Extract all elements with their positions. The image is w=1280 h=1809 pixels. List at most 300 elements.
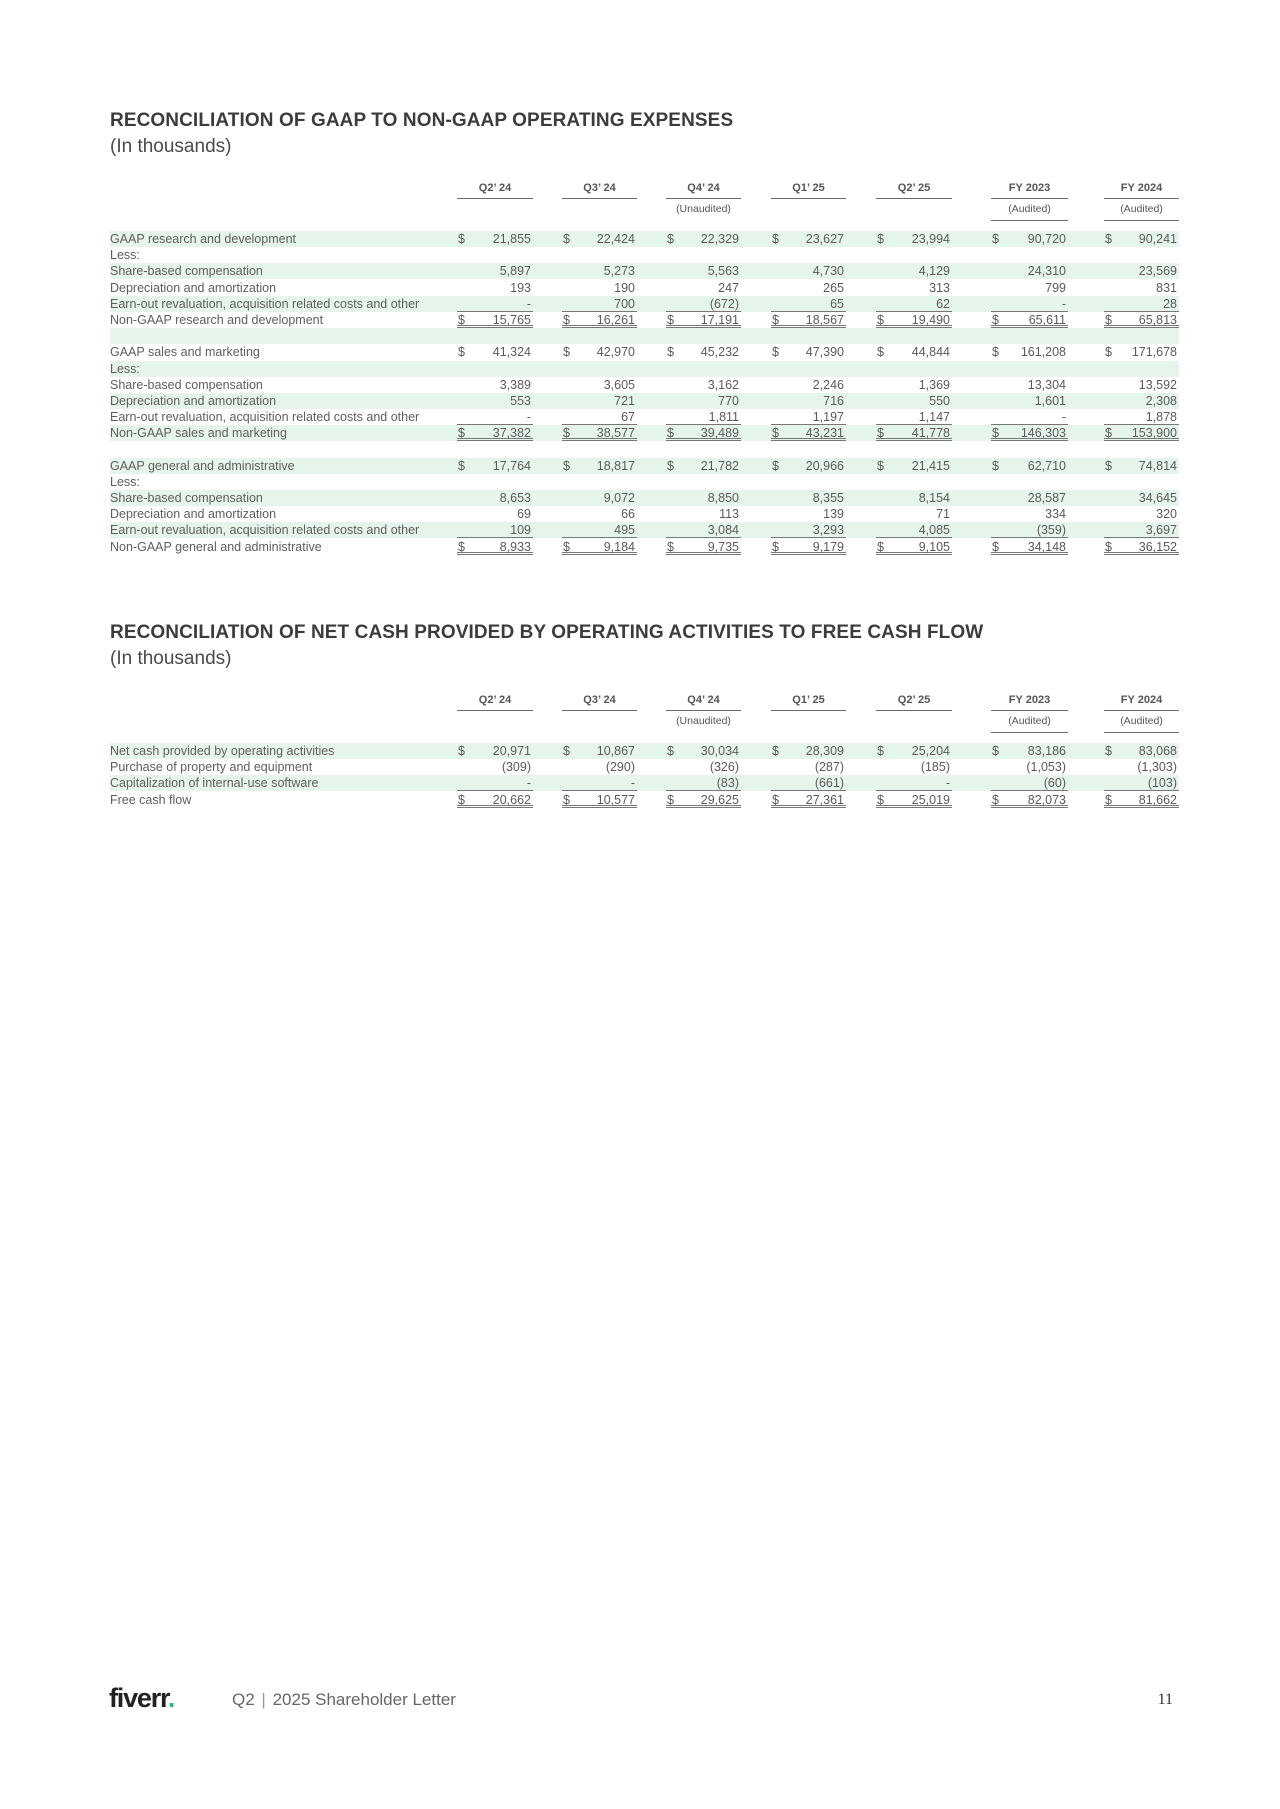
table-row bbox=[110, 775, 1177, 791]
currency-symbol: $ bbox=[992, 426, 999, 441]
value-cell bbox=[1104, 296, 1179, 312]
value-cell bbox=[771, 490, 846, 506]
column-note bbox=[457, 199, 533, 221]
column-label: Q2’ 25 bbox=[876, 689, 952, 711]
column-note: (Audited) bbox=[991, 711, 1068, 733]
cell-value: 8,933 bbox=[499, 539, 531, 554]
value-cell bbox=[1104, 425, 1179, 441]
value-cell bbox=[991, 490, 1068, 506]
value-cell bbox=[457, 231, 533, 247]
value-cell bbox=[876, 409, 952, 425]
column-note: (Unaudited) bbox=[676, 715, 731, 727]
cell-value: 19,490 bbox=[911, 312, 950, 327]
column-header bbox=[876, 177, 952, 221]
cell-value: 1,197 bbox=[812, 410, 844, 425]
value-cell bbox=[666, 296, 741, 312]
cell-value: 13,304 bbox=[1027, 377, 1066, 392]
cell-value: 30,034 bbox=[700, 744, 739, 758]
value-cell bbox=[771, 231, 846, 247]
cell-value: 66 bbox=[621, 507, 635, 522]
cell-value: 20,971 bbox=[492, 744, 531, 758]
value-cell bbox=[991, 522, 1068, 538]
value-cell bbox=[991, 775, 1068, 791]
cell-value: 1,601 bbox=[1034, 393, 1066, 408]
value-cell bbox=[1104, 539, 1179, 555]
value-cell bbox=[991, 743, 1068, 759]
cell-value: 25,019 bbox=[911, 792, 950, 807]
cell-value: 1,878 bbox=[1145, 410, 1177, 425]
value-cell bbox=[991, 377, 1068, 393]
currency-symbol: $ bbox=[877, 232, 884, 246]
value-cell bbox=[1104, 409, 1179, 425]
value-cell bbox=[666, 312, 741, 328]
cell-value: 9,072 bbox=[603, 491, 635, 505]
currency-symbol: $ bbox=[992, 744, 999, 758]
value-cell bbox=[1104, 377, 1179, 393]
table-row bbox=[110, 474, 1174, 490]
column-header bbox=[666, 177, 741, 221]
cell-value: 770 bbox=[718, 393, 739, 408]
cell-value: 10,867 bbox=[596, 744, 635, 758]
cell-value: 9,105 bbox=[918, 539, 950, 554]
cell-value: - bbox=[526, 410, 531, 425]
row-label: Purchase of property and equipment bbox=[110, 760, 313, 775]
column-note bbox=[876, 199, 952, 221]
currency-symbol: $ bbox=[992, 232, 999, 246]
cell-value: 9,179 bbox=[812, 539, 844, 554]
column-note bbox=[562, 199, 637, 221]
cell-value: 139 bbox=[823, 507, 844, 522]
value-cell bbox=[771, 425, 846, 441]
cell-value: 3,162 bbox=[707, 377, 739, 392]
cell-value: 83,186 bbox=[1027, 744, 1066, 758]
column-note: (Audited) bbox=[991, 199, 1068, 221]
value-cell bbox=[1104, 506, 1179, 522]
cell-value: (287) bbox=[814, 760, 844, 775]
row-shading bbox=[110, 328, 1179, 344]
cell-value: 71 bbox=[936, 507, 950, 522]
cell-value: 34,645 bbox=[1138, 491, 1177, 505]
column-header bbox=[771, 177, 846, 221]
row-label: GAAP sales and marketing bbox=[110, 345, 260, 360]
cell-value: 65 bbox=[830, 296, 844, 311]
value-cell bbox=[1104, 393, 1179, 409]
value-cell bbox=[666, 522, 741, 538]
value-cell bbox=[457, 344, 533, 360]
column-label: Q3’ 24 bbox=[562, 689, 637, 711]
currency-symbol: $ bbox=[667, 345, 674, 360]
currency-symbol: $ bbox=[667, 458, 674, 473]
cell-value: 721 bbox=[614, 393, 635, 408]
row-label: Share-based compensation bbox=[110, 264, 263, 279]
currency-symbol: $ bbox=[458, 345, 465, 360]
cell-value: 24,310 bbox=[1027, 264, 1066, 279]
value-cell bbox=[876, 775, 952, 791]
value-cell bbox=[562, 506, 637, 522]
cell-value: 28 bbox=[1163, 296, 1177, 311]
value-cell bbox=[1104, 775, 1179, 791]
value-cell bbox=[876, 231, 952, 247]
value-cell bbox=[562, 231, 637, 247]
cell-value: 16,261 bbox=[596, 312, 635, 327]
value-cell bbox=[457, 458, 533, 474]
value-cell bbox=[991, 263, 1068, 279]
value-cell bbox=[876, 344, 952, 360]
footer-separator: | bbox=[261, 1690, 266, 1709]
value-cell bbox=[666, 393, 741, 409]
currency-symbol: $ bbox=[877, 744, 884, 758]
cell-value: 81,662 bbox=[1138, 792, 1177, 807]
value-cell bbox=[771, 792, 846, 808]
cell-value: 83,068 bbox=[1138, 744, 1177, 758]
cell-value: 90,241 bbox=[1138, 232, 1177, 246]
cell-value: 5,563 bbox=[707, 264, 739, 279]
value-cell bbox=[991, 280, 1068, 296]
cell-value: - bbox=[1061, 410, 1066, 425]
table-row bbox=[110, 377, 1177, 393]
cell-value: 3,293 bbox=[812, 523, 844, 538]
value-cell bbox=[991, 344, 1068, 360]
value-cell bbox=[562, 312, 637, 328]
currency-symbol: $ bbox=[563, 792, 570, 807]
table-row bbox=[110, 344, 1177, 360]
value-cell bbox=[457, 522, 533, 538]
cell-value: 193 bbox=[510, 280, 531, 295]
value-cell bbox=[562, 263, 637, 279]
value-cell bbox=[666, 409, 741, 425]
value-cell bbox=[1104, 280, 1179, 296]
row-label: Capitalization of internal-use software bbox=[110, 776, 319, 791]
column-label: Q3’ 24 bbox=[562, 177, 637, 199]
value-cell bbox=[876, 506, 952, 522]
value-cell bbox=[991, 759, 1068, 775]
value-cell bbox=[876, 312, 952, 328]
cell-value: (60) bbox=[1043, 776, 1066, 791]
cell-value: 42,970 bbox=[596, 345, 635, 360]
row-label: Less: bbox=[110, 248, 140, 263]
value-cell bbox=[666, 775, 741, 791]
cell-value: 34,148 bbox=[1027, 539, 1066, 554]
table-row bbox=[110, 490, 1177, 506]
value-cell bbox=[1104, 759, 1179, 775]
value-cell bbox=[457, 312, 533, 328]
value-cell bbox=[991, 425, 1068, 441]
table-row bbox=[110, 247, 1174, 263]
cell-value: 10,577 bbox=[596, 792, 635, 807]
row-label: Net cash provided by operating activities bbox=[110, 744, 335, 758]
cell-value: 74,814 bbox=[1138, 458, 1177, 473]
cell-value: 9,735 bbox=[707, 539, 739, 554]
value-cell bbox=[562, 280, 637, 296]
value-cell bbox=[771, 296, 846, 312]
value-cell bbox=[771, 522, 846, 538]
cell-value: 3,389 bbox=[499, 377, 531, 392]
column-label: FY 2023 bbox=[991, 689, 1068, 711]
cell-value: (103) bbox=[1147, 776, 1177, 791]
cell-value: 334 bbox=[1045, 507, 1066, 522]
column-header bbox=[771, 689, 846, 733]
value-cell bbox=[457, 425, 533, 441]
cell-value: 8,653 bbox=[499, 491, 531, 505]
cell-value: 20,662 bbox=[492, 792, 531, 807]
cell-value: 2,246 bbox=[812, 377, 844, 392]
cell-value: 23,569 bbox=[1138, 264, 1177, 279]
cell-value: 153,900 bbox=[1131, 426, 1177, 441]
row-label: Share-based compensation bbox=[110, 491, 263, 505]
table-row bbox=[110, 361, 1174, 377]
row-label: Depreciation and amortization bbox=[110, 393, 277, 408]
value-cell bbox=[771, 377, 846, 393]
currency-symbol: $ bbox=[458, 744, 465, 758]
value-cell bbox=[562, 759, 637, 775]
cell-value: 21,782 bbox=[700, 458, 739, 473]
section-1-title: RECONCILIATION OF GAAP TO NON-GAAP OPERATING EXPENSES bbox=[110, 110, 734, 131]
value-cell bbox=[876, 377, 952, 393]
cell-value: 17,764 bbox=[492, 458, 531, 473]
value-cell bbox=[876, 280, 952, 296]
cell-value: 190 bbox=[614, 280, 635, 295]
cell-value: 5,273 bbox=[603, 264, 635, 279]
cell-value: 1,147 bbox=[918, 410, 950, 425]
value-cell bbox=[1104, 743, 1179, 759]
currency-symbol: $ bbox=[877, 426, 884, 441]
table-row bbox=[110, 280, 1177, 296]
cell-value: 21,415 bbox=[911, 458, 950, 473]
cell-value: 69 bbox=[517, 507, 531, 522]
logo-wordmark: fiverr bbox=[109, 1683, 168, 1713]
cell-value: 65,813 bbox=[1138, 312, 1177, 327]
cell-value: 38,577 bbox=[596, 426, 635, 441]
value-cell bbox=[1104, 490, 1179, 506]
cell-value: 17,191 bbox=[700, 312, 739, 327]
cell-value: 13,592 bbox=[1138, 377, 1177, 392]
cell-value: 313 bbox=[929, 280, 950, 295]
cell-value: 171,678 bbox=[1131, 345, 1177, 360]
table-row bbox=[110, 312, 1177, 328]
cell-value: 799 bbox=[1045, 280, 1066, 295]
value-cell bbox=[457, 490, 533, 506]
cell-value: (1,303) bbox=[1137, 760, 1177, 775]
footer-letter-title bbox=[232, 1690, 456, 1710]
value-cell bbox=[876, 759, 952, 775]
currency-symbol: $ bbox=[772, 232, 779, 246]
cell-value: 146,303 bbox=[1020, 426, 1066, 441]
value-cell bbox=[991, 393, 1068, 409]
cell-value: 716 bbox=[823, 393, 844, 408]
cell-value: 265 bbox=[823, 280, 844, 295]
row-label: Non-GAAP general and administrative bbox=[110, 539, 322, 554]
value-cell bbox=[771, 506, 846, 522]
cell-value: 28,309 bbox=[805, 744, 844, 758]
currency-symbol: $ bbox=[667, 426, 674, 441]
column-note: (Audited) bbox=[1104, 199, 1179, 221]
currency-symbol: $ bbox=[992, 312, 999, 327]
value-cell bbox=[876, 490, 952, 506]
table-header bbox=[110, 177, 1174, 221]
value-cell bbox=[876, 425, 952, 441]
currency-symbol: $ bbox=[563, 744, 570, 758]
cell-value: 28,587 bbox=[1027, 491, 1066, 505]
currency-symbol: $ bbox=[992, 792, 999, 807]
cell-value: (83) bbox=[716, 776, 739, 791]
cell-value: 29,625 bbox=[700, 792, 739, 807]
column-label: Q2’ 25 bbox=[876, 177, 952, 199]
cell-value: - bbox=[1061, 296, 1066, 311]
value-cell bbox=[666, 539, 741, 555]
table-row bbox=[110, 409, 1177, 425]
currency-symbol: $ bbox=[1105, 744, 1112, 758]
cell-value: 18,817 bbox=[596, 458, 635, 473]
cell-value: (359) bbox=[1036, 523, 1066, 538]
currency-symbol: $ bbox=[992, 345, 999, 360]
value-cell bbox=[991, 231, 1068, 247]
currency-symbol: $ bbox=[772, 345, 779, 360]
value-cell bbox=[562, 344, 637, 360]
row-shading bbox=[110, 361, 1179, 377]
value-cell bbox=[562, 743, 637, 759]
cell-value: 320 bbox=[1156, 507, 1177, 522]
column-label: FY 2023 bbox=[991, 177, 1068, 199]
cell-value: 2,308 bbox=[1145, 393, 1177, 408]
cell-value: 3,697 bbox=[1145, 523, 1177, 538]
cell-value: 67 bbox=[621, 410, 635, 425]
table-row bbox=[110, 743, 1177, 759]
value-cell bbox=[1104, 231, 1179, 247]
currency-symbol: $ bbox=[458, 539, 465, 554]
value-cell bbox=[771, 539, 846, 555]
cell-value: 8,355 bbox=[812, 491, 844, 505]
column-header bbox=[562, 177, 637, 221]
table-row bbox=[110, 759, 1177, 775]
footer-title: 2025 Shareholder Letter bbox=[272, 1690, 456, 1709]
value-cell bbox=[457, 743, 533, 759]
value-cell bbox=[876, 743, 952, 759]
cell-value: 44,844 bbox=[911, 345, 950, 360]
spacer-row bbox=[110, 441, 1174, 457]
row-label: Free cash flow bbox=[110, 792, 192, 807]
column-note: (Unaudited) bbox=[676, 203, 731, 215]
cell-value: - bbox=[526, 776, 531, 791]
currency-symbol: $ bbox=[563, 539, 570, 554]
currency-symbol: $ bbox=[563, 312, 570, 327]
column-header bbox=[1104, 689, 1179, 733]
cell-value: 41,324 bbox=[492, 345, 531, 360]
cell-value: 1,811 bbox=[708, 410, 739, 425]
value-cell bbox=[457, 263, 533, 279]
cell-value: 82,073 bbox=[1027, 792, 1066, 807]
value-cell bbox=[457, 792, 533, 808]
currency-symbol: $ bbox=[772, 792, 779, 807]
value-cell bbox=[562, 458, 637, 474]
cell-value: 90,720 bbox=[1027, 232, 1066, 246]
currency-symbol: $ bbox=[992, 539, 999, 554]
currency-symbol: $ bbox=[1105, 539, 1112, 554]
column-note bbox=[771, 711, 846, 733]
currency-symbol: $ bbox=[877, 458, 884, 473]
currency-symbol: $ bbox=[563, 458, 570, 473]
value-cell bbox=[771, 743, 846, 759]
spacer-row bbox=[110, 328, 1174, 344]
value-cell bbox=[771, 393, 846, 409]
cell-value: 45,232 bbox=[700, 345, 739, 360]
cell-value: (661) bbox=[814, 776, 844, 791]
table-row bbox=[110, 231, 1177, 247]
cell-value: 495 bbox=[614, 523, 635, 538]
value-cell bbox=[457, 759, 533, 775]
cell-value: 23,627 bbox=[805, 232, 844, 246]
value-cell bbox=[876, 393, 952, 409]
currency-symbol: $ bbox=[1105, 426, 1112, 441]
value-cell bbox=[771, 280, 846, 296]
value-cell bbox=[666, 344, 741, 360]
cell-value: 37,382 bbox=[492, 426, 531, 441]
cell-value: (290) bbox=[605, 760, 635, 775]
column-header bbox=[991, 689, 1068, 733]
cell-value: - bbox=[630, 776, 635, 791]
value-cell bbox=[457, 280, 533, 296]
value-cell bbox=[876, 263, 952, 279]
value-cell bbox=[991, 458, 1068, 474]
value-cell bbox=[457, 409, 533, 425]
cell-value: - bbox=[945, 776, 950, 791]
row-label: Less: bbox=[110, 361, 140, 376]
cell-value: 41,778 bbox=[911, 426, 950, 441]
cell-value: 22,424 bbox=[596, 232, 635, 246]
value-cell bbox=[771, 344, 846, 360]
value-cell bbox=[876, 458, 952, 474]
column-header bbox=[457, 177, 533, 221]
currency-symbol: $ bbox=[667, 539, 674, 554]
section-1-subtitle: (In thousands) bbox=[110, 136, 232, 157]
value-cell bbox=[991, 506, 1068, 522]
value-cell bbox=[666, 490, 741, 506]
value-cell bbox=[666, 759, 741, 775]
value-cell bbox=[562, 539, 637, 555]
currency-symbol: $ bbox=[458, 458, 465, 473]
table-header bbox=[110, 689, 1174, 733]
value-cell bbox=[991, 312, 1068, 328]
value-cell bbox=[1104, 458, 1179, 474]
cell-value: (672) bbox=[709, 296, 739, 311]
currency-symbol: $ bbox=[877, 792, 884, 807]
value-cell bbox=[1104, 263, 1179, 279]
cell-value: 550 bbox=[929, 393, 950, 408]
currency-symbol: $ bbox=[667, 232, 674, 246]
column-note bbox=[457, 711, 533, 733]
currency-symbol: $ bbox=[563, 232, 570, 246]
value-cell bbox=[991, 409, 1068, 425]
value-cell bbox=[457, 539, 533, 555]
cell-value: 4,129 bbox=[918, 264, 950, 279]
cell-value: 36,152 bbox=[1138, 539, 1177, 554]
value-cell bbox=[562, 409, 637, 425]
value-cell bbox=[1104, 312, 1179, 328]
value-cell bbox=[562, 792, 637, 808]
value-cell bbox=[1104, 344, 1179, 360]
currency-symbol: $ bbox=[772, 539, 779, 554]
column-note bbox=[876, 711, 952, 733]
table-row bbox=[110, 263, 1177, 279]
value-cell bbox=[876, 296, 952, 312]
column-header bbox=[991, 177, 1068, 221]
column-header bbox=[457, 689, 533, 733]
value-cell bbox=[771, 775, 846, 791]
column-label: FY 2024 bbox=[1104, 177, 1179, 199]
value-cell bbox=[562, 425, 637, 441]
currency-symbol: $ bbox=[1105, 232, 1112, 246]
row-label: Depreciation and amortization bbox=[110, 280, 277, 295]
cell-value: 18,567 bbox=[805, 312, 844, 327]
